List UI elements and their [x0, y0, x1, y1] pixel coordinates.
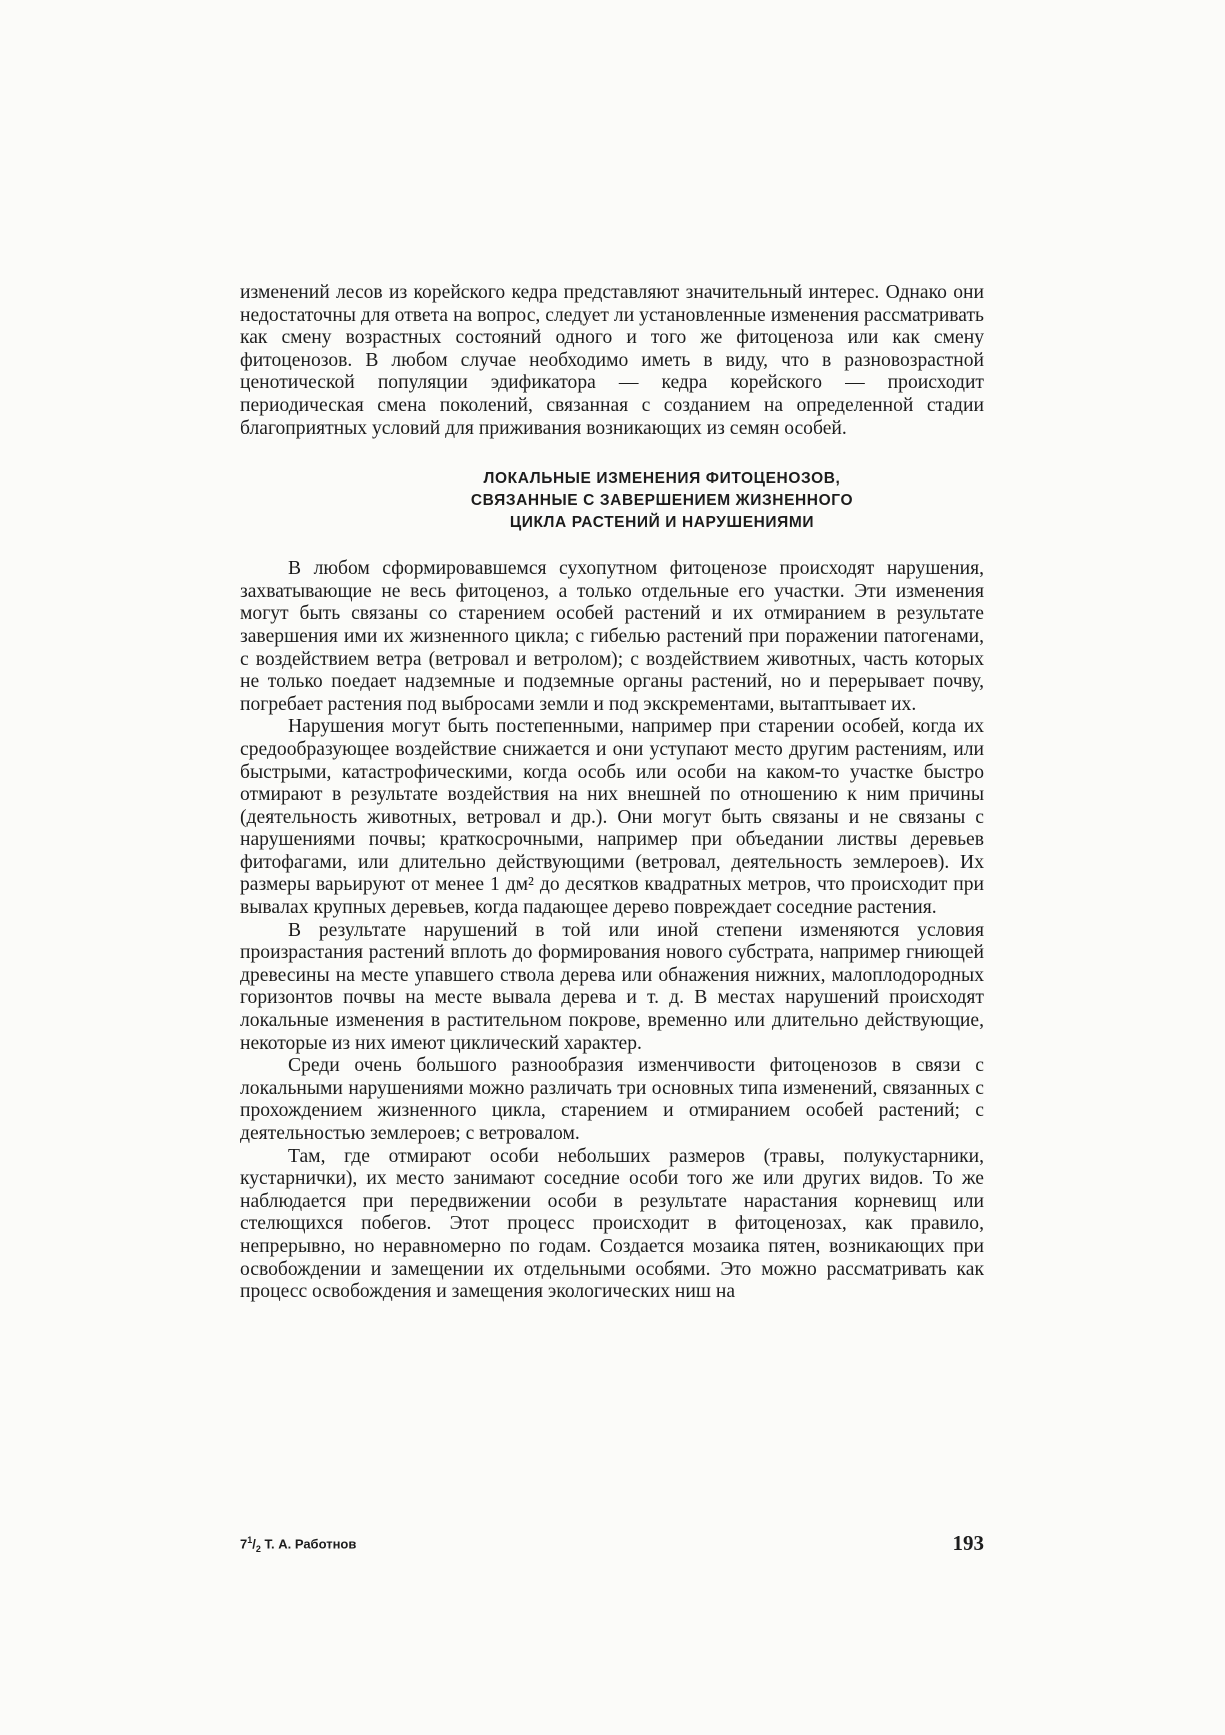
heading-line: СВЯЗАННЫЕ С ЗАВЕРШЕНИЕМ ЖИЗНЕННОГО — [470, 492, 854, 510]
paragraph: Среди очень большого разнообразия изменчивости фитоценозов в связи с локальными нарушениями можно различать три основных типа изменений, связанных с прохождением жизненного цикла, старением и отмиранием особей растений; с деятельностью землероев; с ветровалом. — [240, 1055, 984, 1144]
paragraph: Там, где отмирают особи небольших размеров (травы, полукустарники, кустарнички), их место занимают соседние особи того же или других видов. То же наблюдается при передвижении особи в результате нарастания корневищ или стелющихся побегов. Этот процесс происходит в фитоценозах, как правило, непрерывно, но неравномерно по годам. Создается мозаика пятен, возникающих при освобождении и замещении их отдельными особями. Это можно рассматривать как процесс освобождения и замещения экологических ниш на — [240, 1145, 984, 1303]
paragraph: Нарушения могут быть постепенными, например при старении особей, когда их средообразующее воздействие снижается и они уступают место другим растениям, или быстрыми, катастрофическими, когда особь или особи на каком-то участке быстро отмирают в результате воздействия на них внешней по отношению к ним причины (деятельность животных, ветровал и др.). Они могут быть связаны и не связаны с нарушениями почвы; краткосрочными, например при объедании листвы деревьев фитофагами, или длительно действующими (ветровал, деятельность землероев). Их размеры варьируют от менее 1 дм² до десятков квадратных метров, что происходит при вывалах крупных деревьев, когда падающее дерево повреждает соседние растения. — [240, 716, 984, 919]
paragraph-continuation: изменений лесов из корейского кедра представляют значительный интерес. Однако они недостаточны для ответа на вопрос, следует ли установленные изменения рассматривать как смену возрастных состояний одного и того же фитоценоза или как смену фитоценозов. В любом случае необходимо иметь в виду, что в разновозрастной ценотической популяции эдификатора — кедра корейского — происходит периодическая смена поколений, связанная с созданием на определенной стадии благоприятных условий для приживания возникающих из семян особей. — [240, 282, 984, 439]
heading-line: ЛОКАЛЬНЫЕ ИЗМЕНЕНИЯ ФИТОЦЕНОЗОВ, — [483, 470, 841, 488]
paragraph: В любом сформировавшемся сухопутном фитоценозе происходят нарушения, захватывающие не весь фитоценоз, а только отдельные его участки. Эти изменения могут быть связаны со старением особей растений и их отмиранием в результате завершения ими их жизненного цикла; с гибелью растений при поражении патогенами, с воздействием ветра (ветровал и ветролом); с воздействием животных, часть которых не только поедает надземные и подземные органы растений, но и перерывает почву, погребает растения под выбросами земли и под экскрементами, вытаптывает их. — [240, 558, 984, 715]
page-footer — [240, 1531, 984, 1557]
text-block — [240, 282, 984, 1304]
printer-signature: $7^1/_2$ Т. А. Работнов — [240, 1535, 357, 1554]
paragraph: В результате нарушений в той или иной степени изменяются условия произрастания растений вплоть до формирования нового субстрата, например гниющей древесины на месте упавшего ствола дерева или обнажения нижних, малоплодородных горизонтов почвы на месте вывала дерева и т. д. В местах нарушений происходят локальные изменения в растительном покрове, временно или длительно действующие, некоторые из них имеют циклический характер. — [240, 919, 984, 1054]
section-heading — [240, 468, 984, 534]
page-number: 193 — [952, 1531, 984, 1555]
heading-line: ЦИКЛА РАСТЕНИЙ И НАРУШЕНИЯМИ — [509, 514, 815, 532]
